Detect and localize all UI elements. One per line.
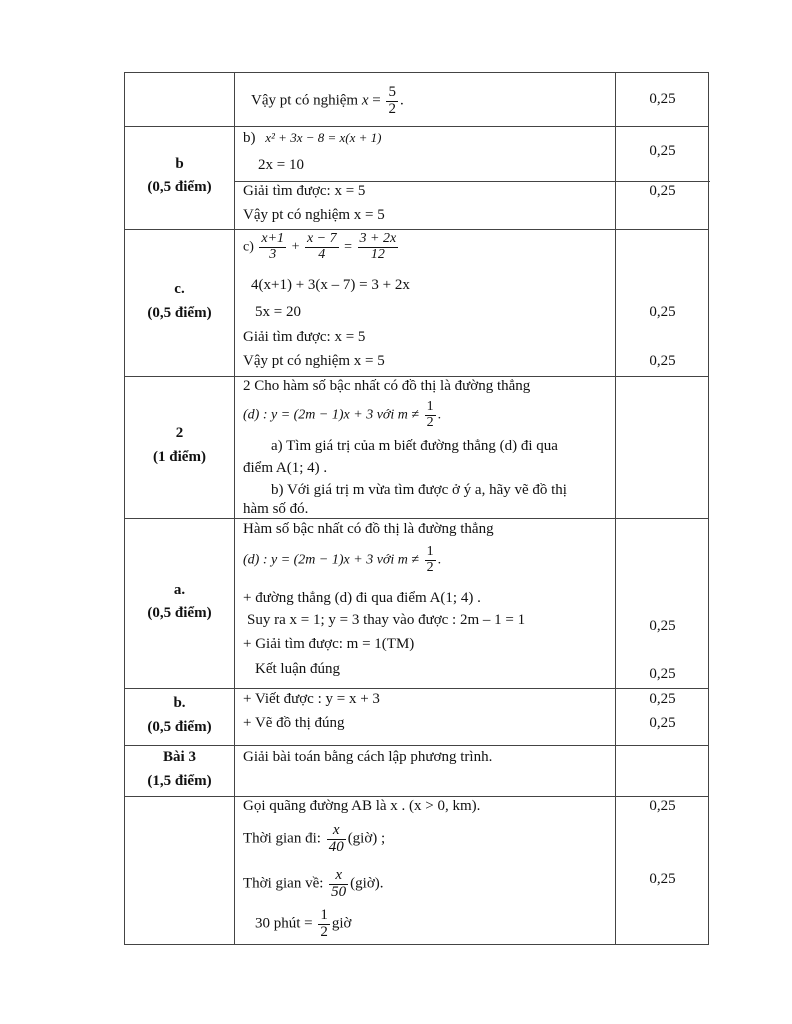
row-divider xyxy=(125,376,708,377)
score: 0,25 xyxy=(649,871,676,887)
solution-line: (d) : y = (2m − 1)x + 3 với m ≠ $\frac{1}{2}$ . xyxy=(243,544,442,575)
row-divider xyxy=(234,181,710,182)
solution-line: Hàm số bậc nhất có đồ thị là đường thẳng xyxy=(243,521,494,537)
question-line: b) Với giá trị m vừa tìm được ở ý a, hãy vẽ đồ thị xyxy=(271,482,567,498)
solution-line: c) $\frac{x+1}{3}$ + $\frac{x - 7}{4}$ = $\frac{3 + 2x}{12}$ xyxy=(243,231,397,262)
solution-line: Giải tìm được: x = 5 xyxy=(243,329,366,345)
part-points: (0,5 điểm) xyxy=(147,305,212,321)
solution-line: + Viết được : y = x + 3 xyxy=(243,691,380,707)
score: 0,25 xyxy=(649,798,676,814)
part-points: (0,5 điểm) xyxy=(147,719,212,735)
solution-line: Thời gian về: $\frac{x}{50}$ (giờ). xyxy=(243,867,384,900)
solution-line: + Giải tìm được: m = 1(TM) xyxy=(243,636,415,652)
score: 0,25 xyxy=(649,183,676,199)
score: 0,25 xyxy=(649,304,676,320)
answer-table xyxy=(124,72,709,945)
row-divider xyxy=(125,745,708,746)
row-divider xyxy=(125,518,708,519)
row-divider xyxy=(125,229,708,230)
fraction: $\frac{x - 7}{4}$ xyxy=(306,231,337,262)
row-divider xyxy=(125,126,708,127)
part-points: (1 điểm) xyxy=(153,449,206,465)
fraction: $\frac{3 + 2x}{12}$ xyxy=(359,231,397,262)
score: 0,25 xyxy=(649,666,676,682)
question-line: 2 Cho hàm số bậc nhất có đồ thị là đường thẳng xyxy=(243,378,531,394)
fraction: $\frac{1}{2}$ xyxy=(320,907,328,940)
solution-line: 30 phút = $\frac{1}{2}$ giờ xyxy=(255,907,352,940)
part-label: 2 xyxy=(175,425,184,441)
part-label: b. xyxy=(173,695,186,711)
solution-line: b) x² + 3x − 8 = x(x + 1) xyxy=(243,130,382,146)
question-line: Giải bài toán bằng cách lập phương trình. xyxy=(243,749,493,765)
score: 0,25 xyxy=(649,691,676,707)
question-line: hàm số đó. xyxy=(243,501,309,517)
score: 0,25 xyxy=(649,353,676,369)
solution-line: + Vẽ đồ thị đúng xyxy=(243,715,345,731)
fraction: $\frac{5}{2}$ xyxy=(388,84,396,117)
fraction: $\frac{x+1}{3}$ xyxy=(261,231,285,262)
fraction: $\frac{1}{2}$ xyxy=(426,399,434,430)
solution-line: Giải tìm được: x = 5 xyxy=(243,183,366,199)
row-divider xyxy=(125,688,708,689)
solution-line: Vậy pt có nghiệm x = 5 xyxy=(243,207,385,223)
solution-line: Kết luận đúng xyxy=(255,661,340,677)
score: 0,25 xyxy=(649,143,676,159)
fraction: $\frac{x}{40}$ xyxy=(328,822,344,855)
solution-line: 4(x+1) + 3(x – 7) = 3 + 2x xyxy=(251,277,410,293)
score: 0,25 xyxy=(649,715,676,731)
part-label: a. xyxy=(173,582,186,598)
solution-line: Vậy pt có nghiệm x = 5 xyxy=(243,353,385,369)
row-divider xyxy=(125,796,708,797)
column-divider-1 xyxy=(234,73,235,944)
solution-line: 5x = 20 xyxy=(255,304,301,320)
question-line: (d) : y = (2m − 1)x + 3 với m ≠ $\frac{1}{2}$ . xyxy=(243,399,442,430)
score: 0,25 xyxy=(649,618,676,634)
solution-line: Vậy pt có nghiệm x = $\frac{5}{2}$ . xyxy=(251,84,404,117)
fraction: $\frac{x}{50}$ xyxy=(331,867,347,900)
solution-line: Gọi quãng đường AB là x . (x > 0, km). xyxy=(243,798,481,814)
question-line: a) Tìm giá trị của m biết đường thẳng (d) đi qua xyxy=(271,438,558,454)
part-label: Bài 3 xyxy=(163,749,196,765)
part-label: b xyxy=(175,156,184,172)
part-label: c. xyxy=(174,281,185,297)
score: 0,25 xyxy=(649,91,676,107)
part-points: (0,5 điểm) xyxy=(147,179,212,195)
solution-line: Thời gian đi: $\frac{x}{40}$ (giờ) ; xyxy=(243,822,386,855)
solution-line: + đường thẳng (d) đi qua điểm A(1; 4) . xyxy=(243,590,481,606)
fraction: $\frac{1}{2}$ xyxy=(426,544,434,575)
part-points: (0,5 điểm) xyxy=(147,605,212,621)
solution-line: Suy ra x = 1; y = 3 thay vào được : 2m – 1 = 1 xyxy=(247,612,526,628)
part-points: (1,5 điểm) xyxy=(147,773,212,789)
question-line: điểm A(1; 4) . xyxy=(243,460,328,476)
solution-line: 2x = 10 xyxy=(258,157,304,173)
